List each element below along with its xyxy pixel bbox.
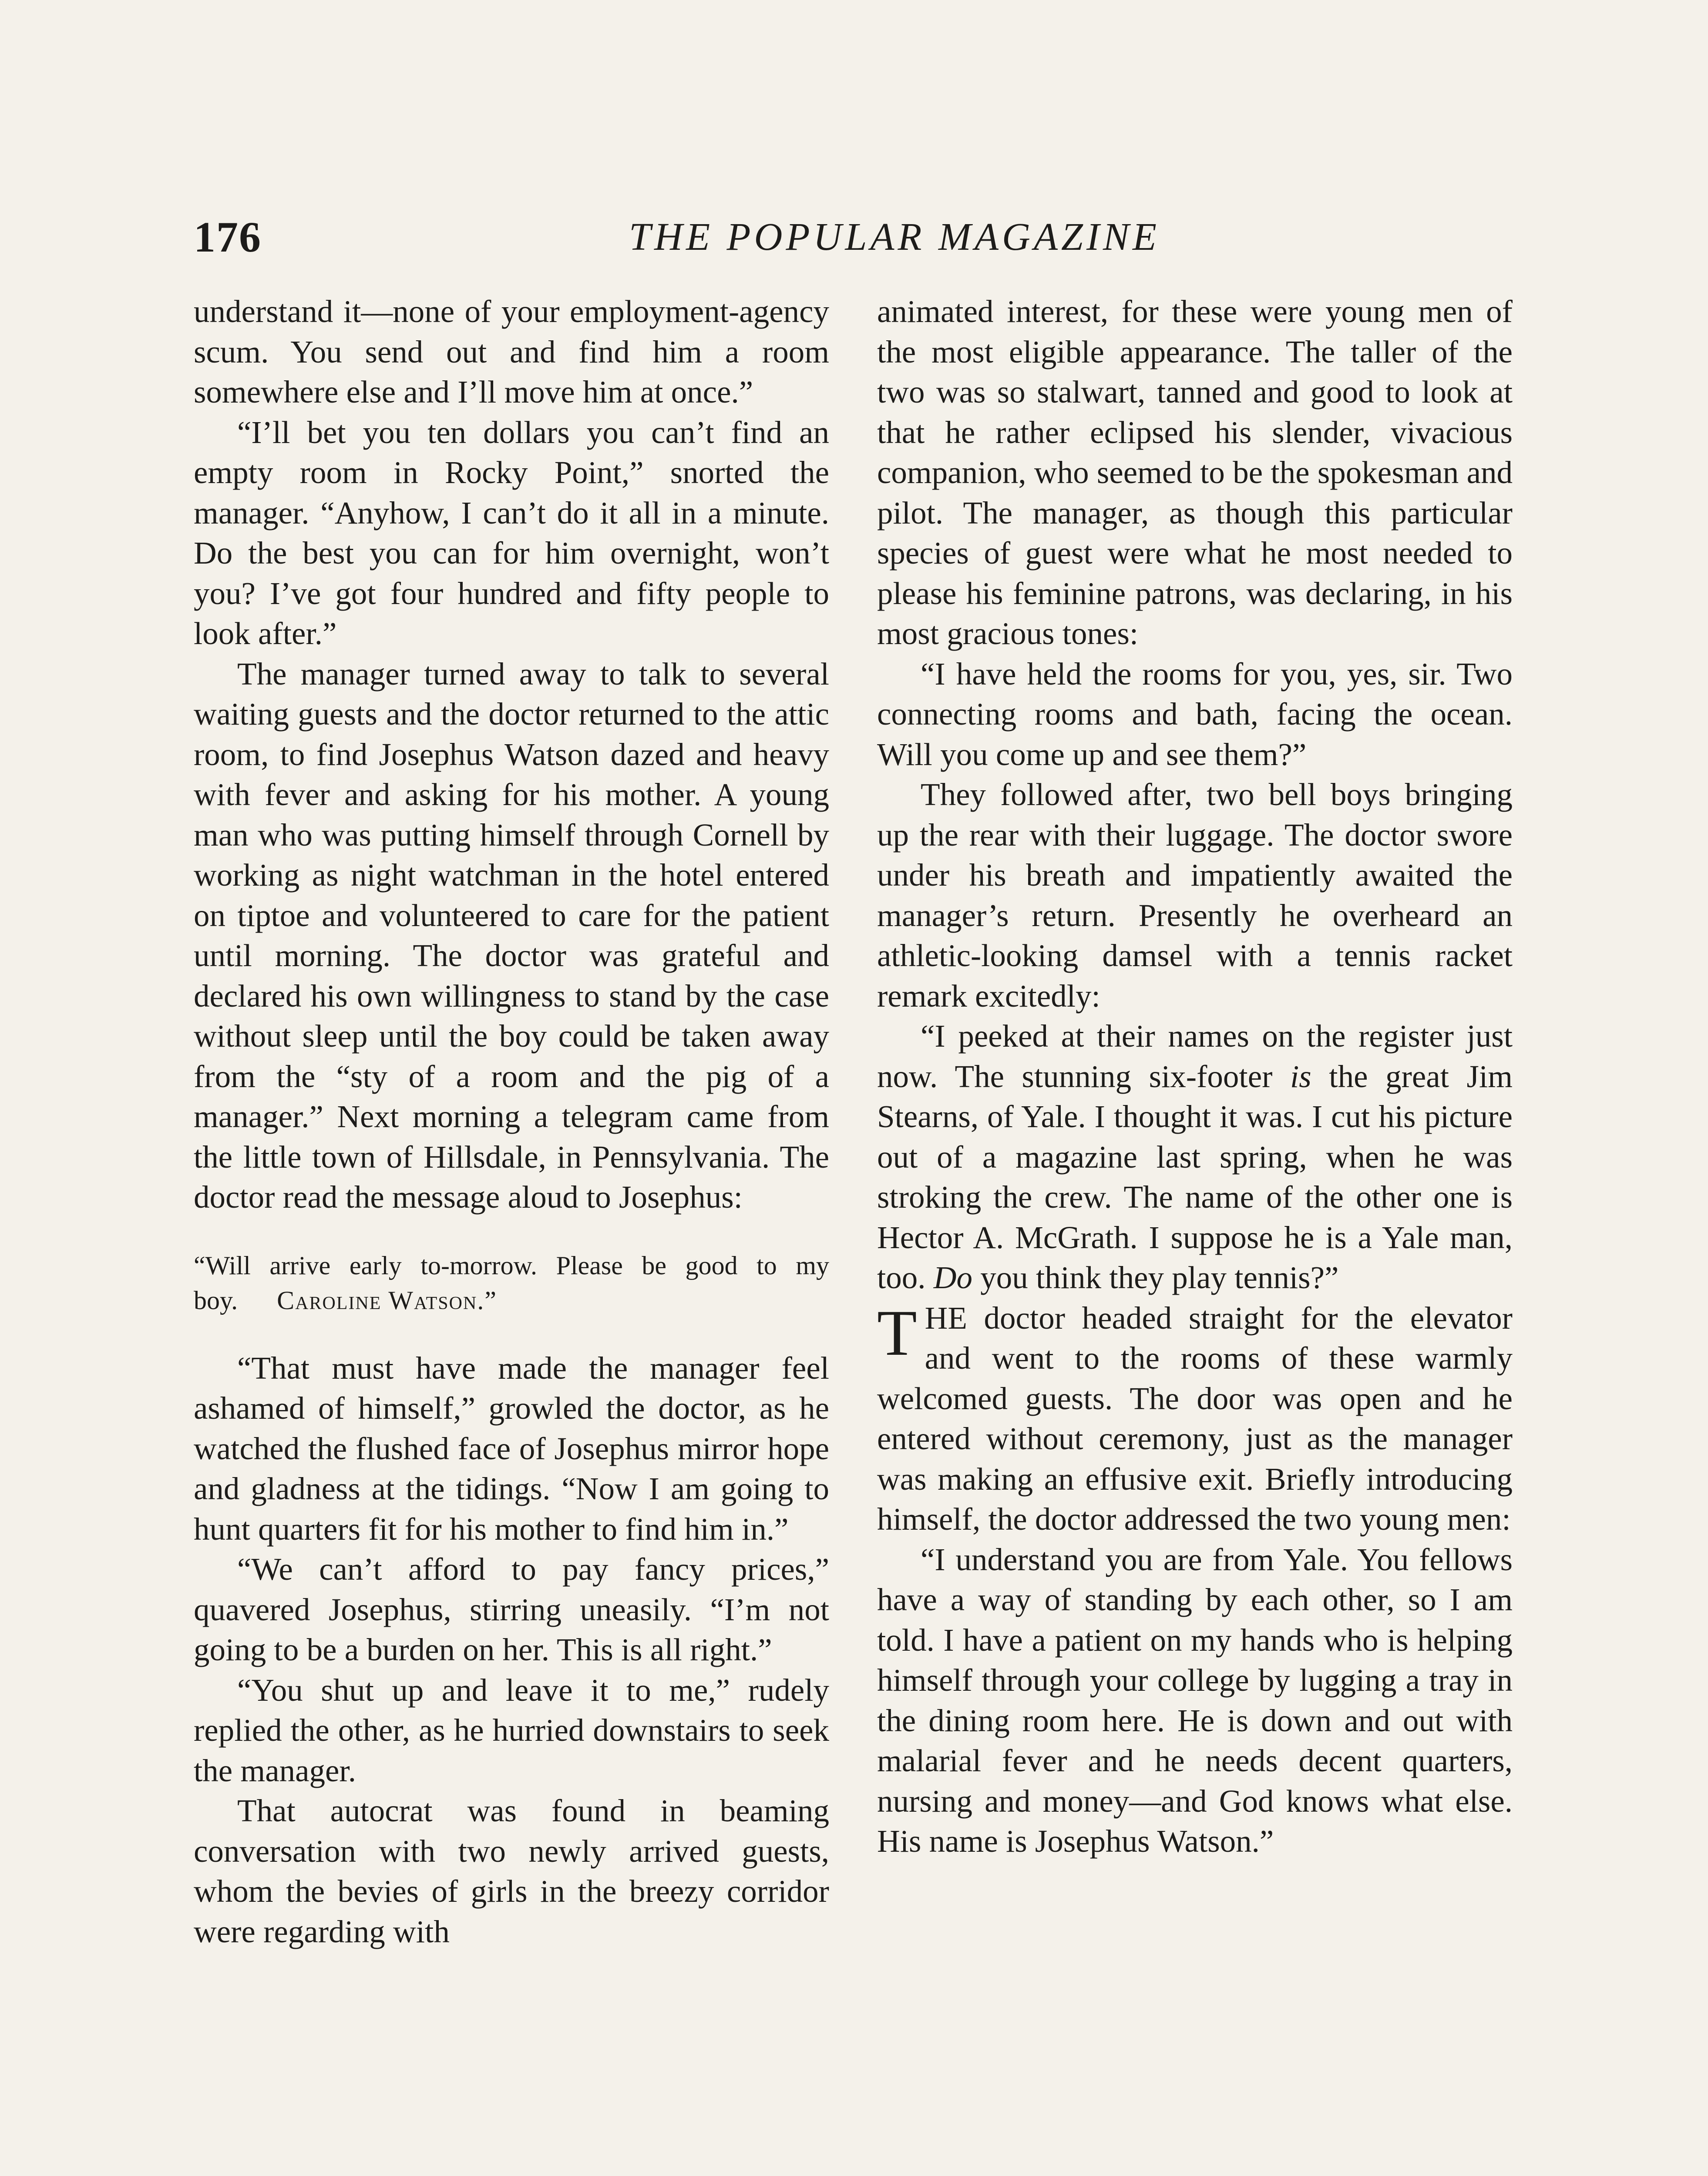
- emphasis: is: [1290, 1058, 1311, 1094]
- section-opening-paragraph: [877, 1298, 1513, 1540]
- telegram-signature: Caroline Watson.”: [277, 1286, 497, 1315]
- telegram-text: “Will arrive early to-morrow. Please be good to my boy.: [194, 1251, 829, 1315]
- paragraph: animated interest, for these were young men of the most eligible appearance. The taller of the two was so stalwart, tanned and good to look at that he rather eclipsed his slender, vivacious companion, who seemed to be the spokesman and pilot. The manager, as though this particular species of guest were what he most needed to please his feminine patrons, was declaring, in his most gracious tones:: [877, 294, 1513, 651]
- paragraph: “You shut up and leave it to me,” rudely replied the other, as he hurried downstairs to seek the manager.: [194, 1672, 829, 1788]
- text-run: you think they play tennis?”: [972, 1260, 1339, 1295]
- telegram-quote: [194, 1248, 829, 1318]
- paragraph: “We can’t afford to pay fancy prices,” quavered Josephus, stirring uneasily. “I’m not going to be a burden on her. This is all right.”: [194, 1551, 829, 1667]
- text-run: HE doctor headed straight for the elevator and went to the rooms of these warmly welcomed guests. The door was open and he entered without ceremony, just as the manager was making an effusive exit. Briefly introducing himself, the doctor addressed the two young men:: [877, 1300, 1513, 1537]
- paragraph: The manager turned away to talk to several waiting guests and the doctor returned to the attic room, to find Josephus Watson dazed and heavy with fever and asking for his mother. A young man who was putting himself through Cornell by working as night watchman in the hotel entered on tiptoe and volunteered to care for the patient until morning. The doctor was grateful and declared his own willingness to stand by the case without sleep until the boy could be taken away from the “sty of a room and the pig of a manager.” Next morning a telegram came from the little town of Hillsdale, in Pennsylvania. The doctor read the message aloud to Josephus:: [194, 656, 829, 1215]
- drop-cap: T: [877, 1296, 917, 1369]
- paragraph: “I understand you are from Yale. You fellows have a way of standing by each other, so I am told. I have a patient on my hands who is helping himself through your college by lugging a tray in the dining room here. He is down and out with malarial fever and he needs decent quarters, nursing and money—and God knows what else. His name is Josephus Watson.”: [877, 1541, 1513, 1859]
- text-run: the great Jim Stearns, of Yale. I thought it was. I cut his picture out of a magazine last spring, when he was stroking the crew. The name of the other one is Hector A. McGrath. I suppose he is a Yale man, too.: [877, 1058, 1513, 1295]
- paragraph: They followed after, two bell boys bringing up the rear with their luggage. The doctor swore under his breath and impatiently awaited the manager’s return. Presently he overheard an athletic-looking damsel with a tennis racket remark excitedly:: [877, 777, 1513, 1014]
- paragraph: “I’ll bet you ten dollars you can’t find an empty room in Rocky Point,” snorted the manager. “Anyhow, I can’t do it all in a minute. Do the best you can for him overnight, won’t you? I’ve got four hundred and fifty people to look after.”: [194, 414, 829, 651]
- paragraph: [877, 1016, 1513, 1298]
- text-run: “I peeked at their names on the register just now. The stunning six-footer: [877, 1018, 1513, 1094]
- page-header: [194, 209, 1517, 265]
- paragraph: That autocrat was found in beaming conversation with two newly arrived guests, whom the bevies of girls in the breezy corridor were regarding with: [194, 1793, 829, 1949]
- right-column: [877, 292, 1513, 1862]
- paragraph: “That must have made the manager feel ashamed of himself,” growled the doctor, as he watched the flushed face of Josephus mirror hope and gladness at the tidings. “Now I am going to hunt quarters fit for his mother to find him in.”: [194, 1350, 829, 1547]
- running-title: THE POPULAR MAGAZINE: [629, 215, 1160, 259]
- paragraph: “I have held the rooms for you, yes, sir. Two connecting rooms and bath, facing the ocean. Will you come up and see them?”: [877, 656, 1513, 772]
- paragraph: understand it—none of your employment-agency scum. You send out and find him a room somewhere else and I’ll move him at once.”: [194, 294, 829, 410]
- left-column: [194, 292, 829, 1952]
- emphasis: Do: [933, 1260, 973, 1295]
- page-number: 176: [194, 213, 262, 261]
